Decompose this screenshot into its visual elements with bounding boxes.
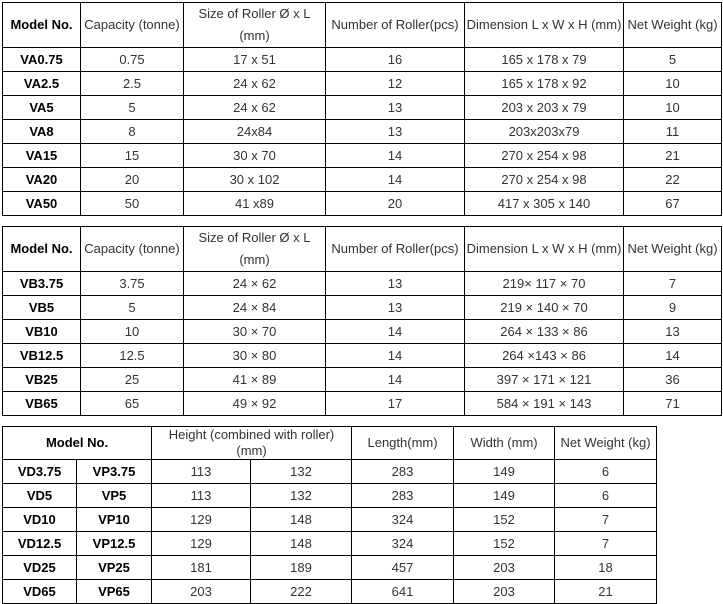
header-roller-size bbox=[184, 3, 326, 48]
table-row bbox=[3, 460, 657, 484]
cell-capacity: 10 bbox=[81, 320, 184, 344]
cell-model: VA8 bbox=[3, 120, 81, 144]
cell-net-weight: 7 bbox=[555, 532, 657, 556]
cell-roller-count: 13 bbox=[326, 296, 465, 320]
cell-net-weight: 5 bbox=[624, 48, 722, 72]
header-number-of-roller: Number of Roller(pcs) bbox=[326, 3, 465, 48]
header-dimension: Dimension L x W x H (mm) bbox=[465, 227, 624, 272]
cell-net-weight: 10 bbox=[624, 72, 722, 96]
va-spec-table bbox=[2, 2, 722, 216]
table-row bbox=[3, 320, 722, 344]
table-header-row bbox=[3, 227, 722, 272]
cell-capacity: 5 bbox=[81, 96, 184, 120]
cell-dimension: 584 × 191 × 143 bbox=[465, 392, 624, 416]
cell-model-vp: VP5 bbox=[77, 484, 152, 508]
header-capacity: Capacity (tonne) bbox=[81, 3, 184, 48]
cell-roller-count: 13 bbox=[326, 272, 465, 296]
cell-capacity: 2.5 bbox=[81, 72, 184, 96]
cell-length: 324 bbox=[352, 508, 454, 532]
cell-roller-count: 14 bbox=[326, 368, 465, 392]
table-row bbox=[3, 48, 722, 72]
cell-capacity: 0.75 bbox=[81, 48, 184, 72]
header-capacity: Capacity (tonne) bbox=[81, 227, 184, 272]
cell-net-weight: 6 bbox=[555, 484, 657, 508]
cell-dimension: 270 x 254 x 98 bbox=[465, 168, 624, 192]
cell-roller-count: 17 bbox=[326, 392, 465, 416]
header-roller-size bbox=[184, 227, 326, 272]
header-net-weight: Net Weight (kg) bbox=[624, 3, 722, 48]
cell-roller-count: 14 bbox=[326, 344, 465, 368]
cell-net-weight: 21 bbox=[555, 580, 657, 604]
cell-model-vd: VD5 bbox=[3, 484, 77, 508]
header-roller-size-line1: Size of Roller Ø x L bbox=[198, 6, 311, 21]
cell-net-weight: 13 bbox=[624, 320, 722, 344]
cell-roller-count: 13 bbox=[326, 120, 465, 144]
header-number-of-roller: Number of Roller(pcs) bbox=[326, 227, 465, 272]
cell-capacity: 65 bbox=[81, 392, 184, 416]
cell-width: 152 bbox=[454, 532, 555, 556]
cell-model-vd: VD65 bbox=[3, 580, 77, 604]
cell-dimension: 203 x 203 x 79 bbox=[465, 96, 624, 120]
cell-length: 283 bbox=[352, 460, 454, 484]
cell-model-vd: VD10 bbox=[3, 508, 77, 532]
cell-height-vp: 132 bbox=[251, 460, 352, 484]
table-row bbox=[3, 532, 657, 556]
cell-width: 149 bbox=[454, 460, 555, 484]
cell-model: VB10 bbox=[3, 320, 81, 344]
cell-net-weight: 7 bbox=[624, 272, 722, 296]
cell-length: 457 bbox=[352, 556, 454, 580]
header-dimension: Dimension L x W x H (mm) bbox=[465, 3, 624, 48]
cell-width: 152 bbox=[454, 508, 555, 532]
header-roller-size-line2: (mm) bbox=[239, 28, 270, 43]
header-roller-size-line1: Size of Roller Ø x L bbox=[198, 230, 311, 245]
cell-capacity: 5 bbox=[81, 296, 184, 320]
cell-capacity: 12.5 bbox=[81, 344, 184, 368]
cell-capacity: 3.75 bbox=[81, 272, 184, 296]
cell-length: 324 bbox=[352, 532, 454, 556]
cell-model: VB5 bbox=[3, 296, 81, 320]
cell-height-vp: 189 bbox=[251, 556, 352, 580]
cell-net-weight: 11 bbox=[624, 120, 722, 144]
table-row bbox=[3, 508, 657, 532]
cell-roller-count: 13 bbox=[326, 96, 465, 120]
cell-height-vd: 203 bbox=[152, 580, 251, 604]
cell-height-vd: 129 bbox=[152, 532, 251, 556]
cell-dimension: 417 x 305 x 140 bbox=[465, 192, 624, 216]
cell-dimension: 397 × 171 × 121 bbox=[465, 368, 624, 392]
table-header-row bbox=[3, 3, 722, 48]
cell-model: VB12.5 bbox=[3, 344, 81, 368]
cell-net-weight: 18 bbox=[555, 556, 657, 580]
table-row bbox=[3, 556, 657, 580]
cell-model: VB25 bbox=[3, 368, 81, 392]
table-row bbox=[3, 580, 657, 604]
cell-net-weight: 14 bbox=[624, 344, 722, 368]
vd-vp-spec-table bbox=[2, 426, 657, 604]
header-net-weight: Net Weight (kg) bbox=[555, 427, 657, 460]
table-row bbox=[3, 120, 722, 144]
cell-dimension: 264 ×143 × 86 bbox=[465, 344, 624, 368]
cell-net-weight: 71 bbox=[624, 392, 722, 416]
cell-capacity: 15 bbox=[81, 144, 184, 168]
header-width: Width (mm) bbox=[454, 427, 555, 460]
cell-capacity: 20 bbox=[81, 168, 184, 192]
cell-capacity: 25 bbox=[81, 368, 184, 392]
table-row bbox=[3, 72, 722, 96]
cell-height-vp: 222 bbox=[251, 580, 352, 604]
cell-capacity: 8 bbox=[81, 120, 184, 144]
table-row bbox=[3, 272, 722, 296]
cell-net-weight: 6 bbox=[555, 460, 657, 484]
cell-dimension: 219 × 140 × 70 bbox=[465, 296, 624, 320]
cell-dimension: 219× 117 × 70 bbox=[465, 272, 624, 296]
table-row bbox=[3, 368, 722, 392]
cell-model-vd: VD12.5 bbox=[3, 532, 77, 556]
cell-roller-size: 41 x89 bbox=[184, 192, 326, 216]
cell-net-weight: 10 bbox=[624, 96, 722, 120]
cell-roller-size: 24x84 bbox=[184, 120, 326, 144]
cell-roller-count: 14 bbox=[326, 144, 465, 168]
cell-height-vd: 181 bbox=[152, 556, 251, 580]
cell-capacity: 50 bbox=[81, 192, 184, 216]
cell-roller-count: 14 bbox=[326, 320, 465, 344]
cell-roller-size: 41 × 89 bbox=[184, 368, 326, 392]
cell-length: 641 bbox=[352, 580, 454, 604]
header-roller-size-line2: (mm) bbox=[239, 252, 270, 267]
header-height: Height (combined with roller) (mm) bbox=[152, 427, 352, 460]
cell-model: VA5 bbox=[3, 96, 81, 120]
cell-width: 203 bbox=[454, 556, 555, 580]
cell-roller-count: 14 bbox=[326, 168, 465, 192]
table-row bbox=[3, 392, 722, 416]
cell-roller-size: 30 × 70 bbox=[184, 320, 326, 344]
table-row bbox=[3, 192, 722, 216]
cell-model: VB3.75 bbox=[3, 272, 81, 296]
table-row bbox=[3, 344, 722, 368]
cell-dimension: 165 x 178 x 79 bbox=[465, 48, 624, 72]
cell-model-vp: VP3.75 bbox=[77, 460, 152, 484]
header-net-weight: Net Weight (kg) bbox=[624, 227, 722, 272]
cell-roller-size: 30 x 102 bbox=[184, 168, 326, 192]
cell-height-vp: 148 bbox=[251, 532, 352, 556]
cell-dimension: 270 x 254 x 98 bbox=[465, 144, 624, 168]
cell-net-weight: 21 bbox=[624, 144, 722, 168]
cell-roller-size: 24 x 62 bbox=[184, 96, 326, 120]
cell-model: VA2.5 bbox=[3, 72, 81, 96]
cell-roller-count: 20 bbox=[326, 192, 465, 216]
vb-spec-table bbox=[2, 226, 722, 416]
cell-dimension: 264 × 133 × 86 bbox=[465, 320, 624, 344]
cell-roller-size: 24 × 62 bbox=[184, 272, 326, 296]
table-row bbox=[3, 484, 657, 508]
cell-width: 149 bbox=[454, 484, 555, 508]
cell-model-vd: VD3.75 bbox=[3, 460, 77, 484]
table-row bbox=[3, 296, 722, 320]
cell-height-vp: 148 bbox=[251, 508, 352, 532]
cell-model: VA20 bbox=[3, 168, 81, 192]
cell-model-vp: VP10 bbox=[77, 508, 152, 532]
cell-net-weight: 9 bbox=[624, 296, 722, 320]
cell-roller-size: 17 x 51 bbox=[184, 48, 326, 72]
cell-model: VA50 bbox=[3, 192, 81, 216]
cell-height-vd: 113 bbox=[152, 460, 251, 484]
header-model-no: Model No. bbox=[3, 3, 81, 48]
cell-model-vp: VP25 bbox=[77, 556, 152, 580]
cell-net-weight: 7 bbox=[555, 508, 657, 532]
cell-model-vp: VP65 bbox=[77, 580, 152, 604]
cell-model: VA15 bbox=[3, 144, 81, 168]
table-row bbox=[3, 168, 722, 192]
cell-dimension: 203x203x79 bbox=[465, 120, 624, 144]
cell-model-vd: VD25 bbox=[3, 556, 77, 580]
cell-roller-count: 12 bbox=[326, 72, 465, 96]
cell-width: 203 bbox=[454, 580, 555, 604]
cell-roller-size: 24 x 62 bbox=[184, 72, 326, 96]
header-model-no: Model No. bbox=[3, 427, 152, 460]
table-row bbox=[3, 96, 722, 120]
cell-model: VB65 bbox=[3, 392, 81, 416]
cell-net-weight: 22 bbox=[624, 168, 722, 192]
cell-length: 283 bbox=[352, 484, 454, 508]
header-model-no: Model No. bbox=[3, 227, 81, 272]
header-length: Length(mm) bbox=[352, 427, 454, 460]
table-header-row bbox=[3, 427, 657, 460]
cell-net-weight: 36 bbox=[624, 368, 722, 392]
cell-roller-size: 30 × 80 bbox=[184, 344, 326, 368]
cell-net-weight: 67 bbox=[624, 192, 722, 216]
cell-dimension: 165 x 178 x 92 bbox=[465, 72, 624, 96]
cell-roller-size: 49 × 92 bbox=[184, 392, 326, 416]
cell-model-vp: VP12.5 bbox=[77, 532, 152, 556]
cell-height-vp: 132 bbox=[251, 484, 352, 508]
cell-roller-count: 16 bbox=[326, 48, 465, 72]
cell-model: VA0.75 bbox=[3, 48, 81, 72]
cell-height-vd: 129 bbox=[152, 508, 251, 532]
cell-roller-size: 30 x 70 bbox=[184, 144, 326, 168]
cell-roller-size: 24 × 84 bbox=[184, 296, 326, 320]
table-row bbox=[3, 144, 722, 168]
cell-height-vd: 113 bbox=[152, 484, 251, 508]
